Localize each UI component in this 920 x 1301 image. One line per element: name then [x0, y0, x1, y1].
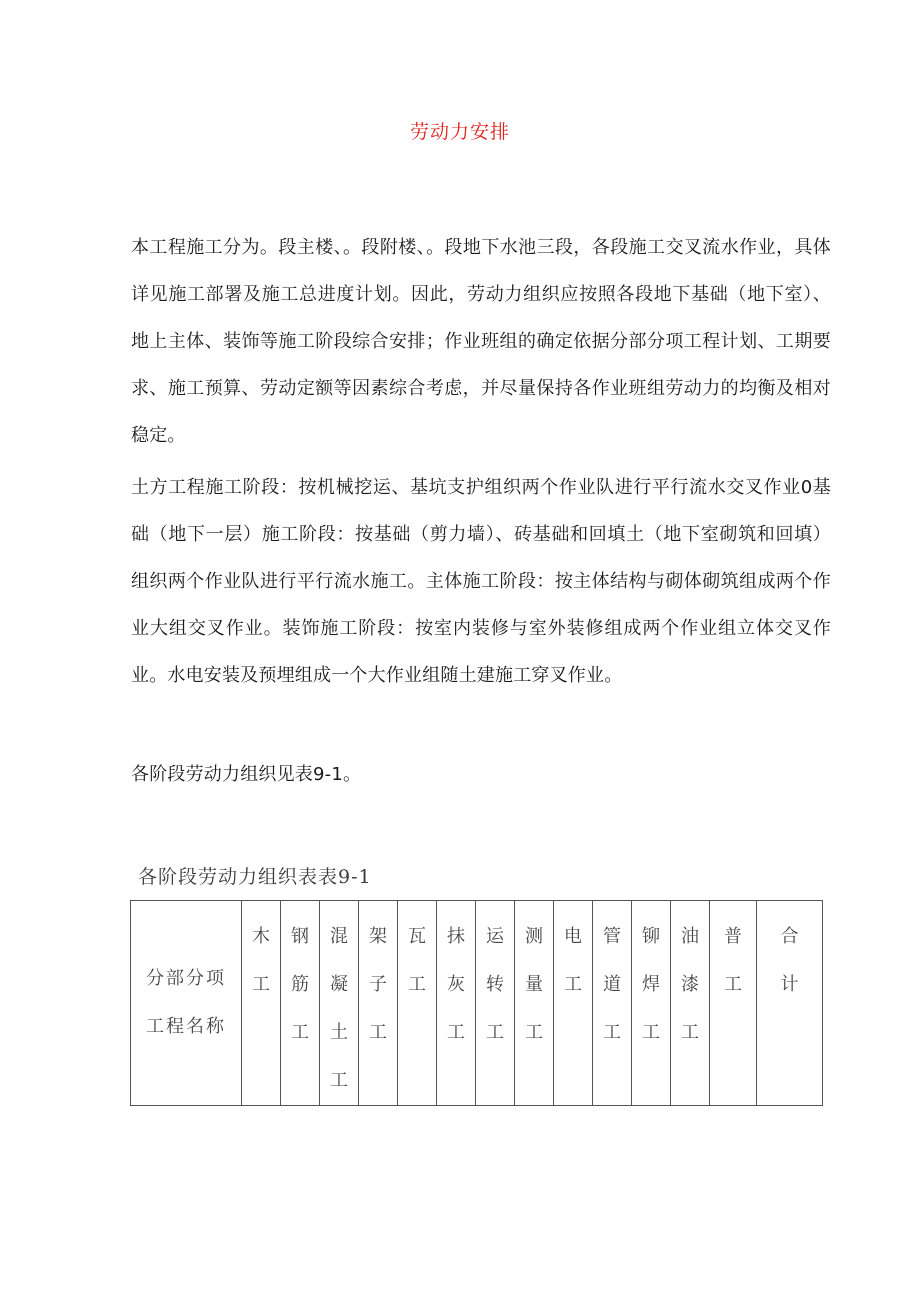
- header-label: 木工: [252, 926, 270, 995]
- header-cell-operator: [476, 901, 515, 1106]
- header-label: 架子工: [369, 926, 387, 1043]
- header-cell-concrete: [320, 901, 359, 1106]
- paragraph-stages: 土方工程施工阶段：按机械挖运、基坑支护组织两个作业队进行平行流水交叉作业0基础（地下一层）施工阶段：按基础（剪力墙）、砖基础和回填土（地下室砌筑和回填）组织两个作业队进行平行流水施工。主体施工阶段：按主体结构与砌体砌筑组成两个作业大组交叉作业。装饰施工阶段：按室内装修与室外装修组成两个作业组立体交叉作业。水电安装及预埋组成一个大作业组随土建施工穿叉作业。: [131, 477, 831, 686]
- header-label: 管道工: [603, 926, 621, 1043]
- header-cell-mason: [398, 901, 437, 1106]
- header-label: 油漆工: [681, 926, 699, 1043]
- header-cell-total: [757, 901, 823, 1106]
- header-label: 瓦工: [408, 926, 426, 995]
- paragraph-table-reference: 各阶段劳动力组织见表9-1。: [131, 764, 362, 785]
- header-cell-rebar: [281, 901, 320, 1106]
- header-label: 运转工: [486, 926, 504, 1043]
- labor-organization-table: [130, 900, 823, 1106]
- header-cell-painter: [671, 901, 710, 1106]
- header-cell-electrician: [554, 901, 593, 1106]
- header-label: 合计: [780, 926, 799, 995]
- page-title: 劳动力安排: [409, 121, 510, 143]
- header-cell-project-name: [131, 901, 242, 1106]
- table-caption: 各阶段劳动力组织表表9-1: [138, 866, 372, 888]
- paragraph-overview: 本工程施工分为。段主楼、。段附楼、。段地下水池三段，各段施工交叉流水作业，具体详见施工部署及施工总进度计划。因此，劳动力组织应按照各段地下基础（地下室）、地上主体、装饰等施工阶段综合安排；作业班组的确定依据分部分项工程计划、工期要求、施工预算、劳动定额等因素综合考虑，并尽量保持各作业班组劳动力的均衡及相对稳定。: [131, 237, 831, 446]
- header-cell-laborer: [710, 901, 757, 1106]
- header-label: 钢筋工: [291, 926, 309, 1043]
- header-cell-carpenter: [242, 901, 281, 1106]
- header-cell-plaster: [437, 901, 476, 1106]
- header-label: 电工: [564, 926, 582, 995]
- header-label: 铆焊工: [642, 926, 660, 1043]
- header-cell-surveyor: [515, 901, 554, 1106]
- header-name-line-1: 分部分项: [146, 968, 226, 989]
- header-label: 普工: [724, 926, 742, 995]
- header-cell-plumber: [593, 901, 632, 1106]
- header-name-line-2: 工程名称: [146, 1016, 226, 1037]
- header-cell-scaffold: [359, 901, 398, 1106]
- header-label: 测量工: [525, 926, 543, 1043]
- header-label: 抹灰工: [447, 926, 465, 1043]
- header-label: 混凝土工: [330, 926, 348, 1091]
- table-header-row: [131, 901, 823, 1106]
- header-cell-welder: [632, 901, 671, 1106]
